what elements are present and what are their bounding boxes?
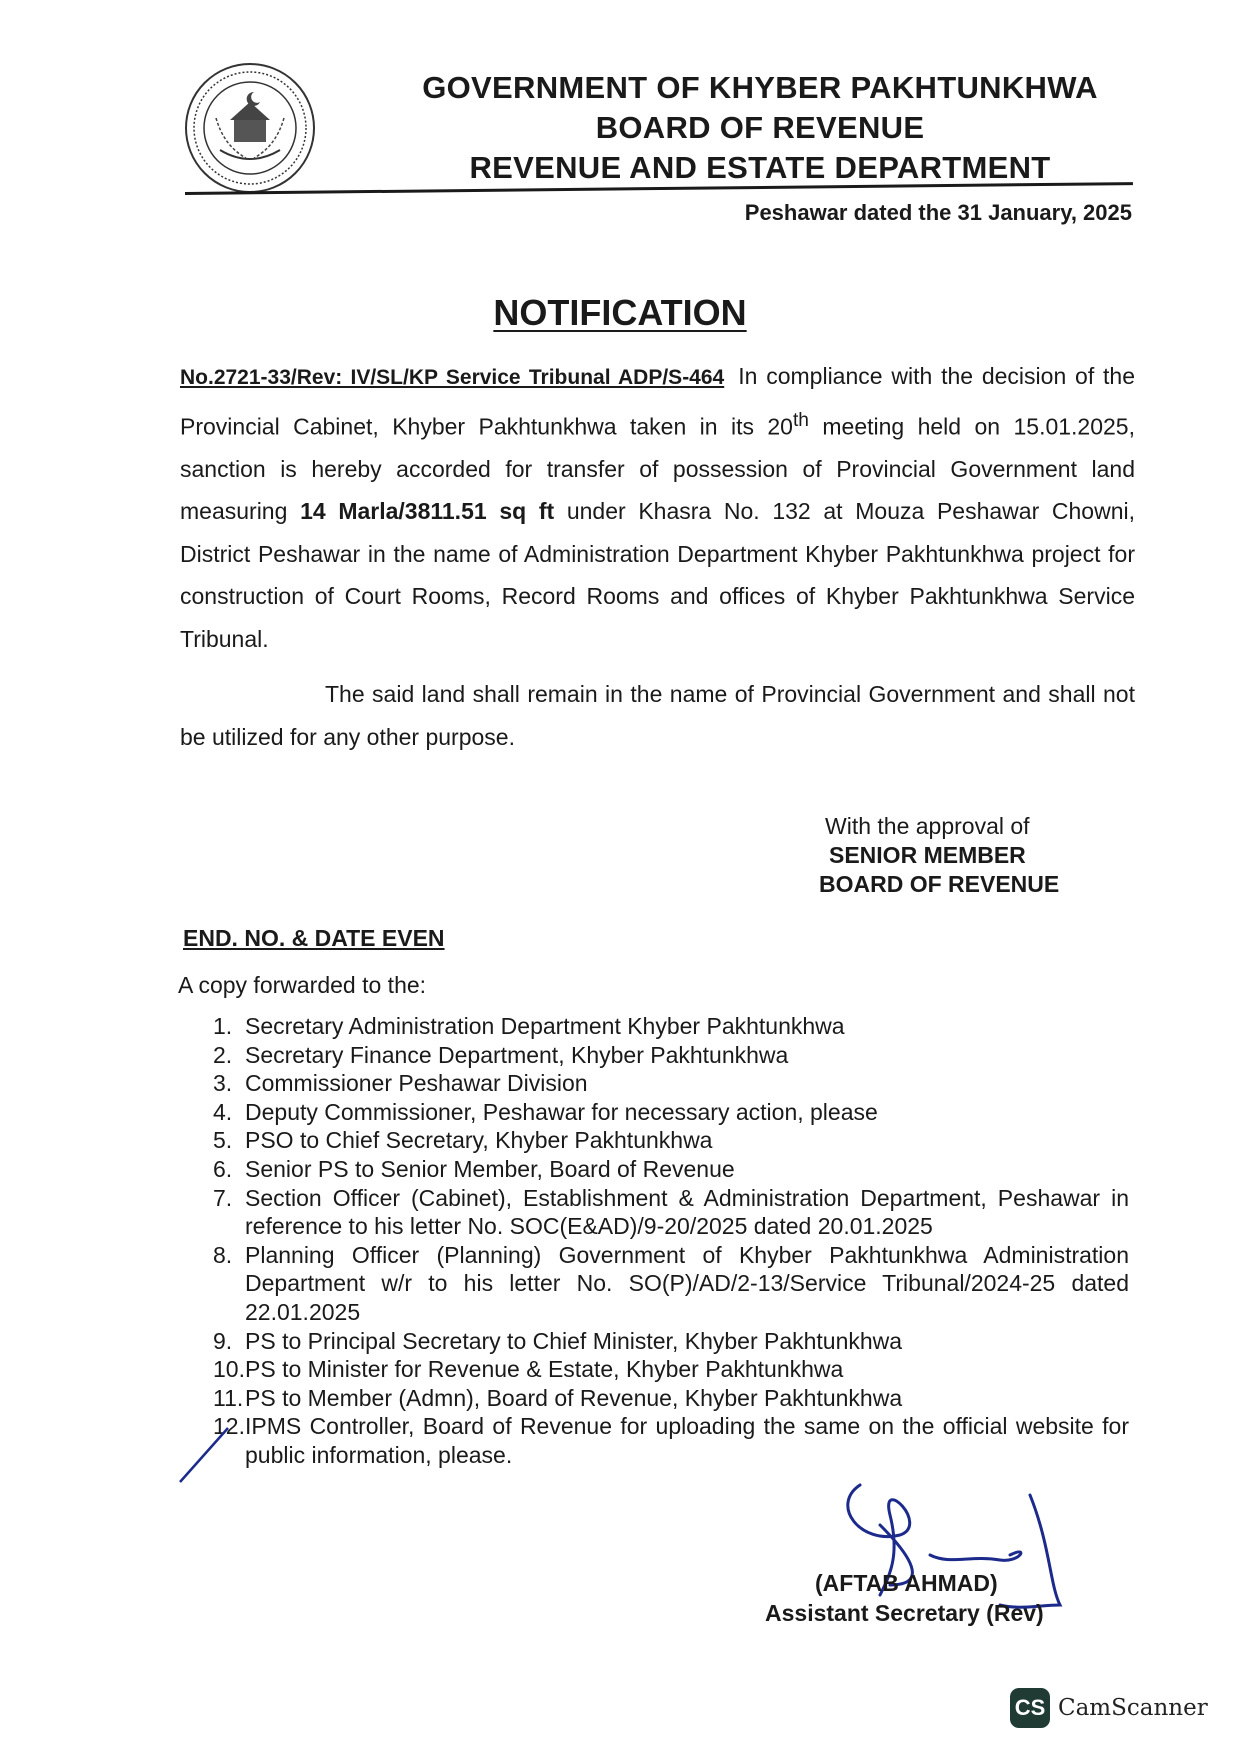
distribution-item-number: 1. [213, 1013, 233, 1039]
notification-paragraph-2: The said land shall remain in the name of Provincial Government and shall not be utilized for any other purpose. [180, 681, 1135, 750]
header-board: BOARD OF REVENUE [595, 110, 925, 145]
distribution-item-number: 3. [213, 1070, 233, 1097]
signatory-name: (AFTAB AHMAD) [815, 1570, 998, 1596]
paragraph-1-text-c: under Khasra No. 132 at Mouza Peshawar Chowni, District Peshawar in the name of Administration Department Khyber Pakhtunkhwa project for construction of Court Rooms, Record Rooms and offices of Khyber Pakhtunkhwa Service Tribunal. [180, 498, 1135, 652]
distribution-item [213, 1126, 1129, 1155]
distribution-item-text: PS to Principal Secretary to Chief Minister, Khyber Pakhtunkhwa [245, 1327, 903, 1354]
distribution-item-text: PS to Member (Admn), Board of Revenue, Khyber Pakhtunkhwa [245, 1384, 903, 1411]
distribution-item-number: 12. [213, 1413, 245, 1440]
distribution-item-text: Planning Officer (Planning) Government of Khyber Pakhtunkhwa Administration Department w/r to his letter No. SO(P)/AD/2-13/Service Tribunal/2024-25 dated 22.01.2025 [245, 1241, 1129, 1325]
government-seal-icon [180, 58, 320, 198]
header-department: REVENUE AND ESTATE DEPARTMENT [469, 150, 1051, 185]
approval-block [819, 812, 1060, 899]
distribution-item [213, 1241, 1129, 1327]
notification-paragraph-1 [180, 355, 1135, 660]
distribution-item-number: 5. [213, 1127, 233, 1154]
distribution-item-text: Deputy Commissioner, Peshawar for necessary action, please [245, 1098, 878, 1125]
distribution-item [213, 1069, 1129, 1098]
distribution-item-number: 4. [213, 1098, 233, 1125]
distribution-list [213, 1012, 1129, 1470]
distribution-item-text: PSO to Chief Secretary, Khyber Pakhtunkhwa [245, 1127, 713, 1154]
endorsement-heading: END. NO. & DATE EVEN [183, 925, 445, 951]
paragraph-1-text-a: In compliance with the decision of the Provincial Cabinet, Khyber Pakhtunkhwa taken in its 20 [180, 363, 1136, 440]
distribution-item-text: IPMS Controller, Board of Revenue for uploading the same on the official website for public information, please. [245, 1413, 1129, 1468]
distribution-item-number: 6. [213, 1155, 233, 1182]
distribution-item [213, 1412, 1129, 1469]
camscanner-text: CamScanner [1058, 1695, 1208, 1721]
distribution-item-text: PS to Minister for Revenue & Estate, Khyber Pakhtunkhwa [245, 1356, 844, 1383]
distribution-item-text: Commissioner Peshawar Division [245, 1070, 588, 1097]
distribution-item [213, 1355, 1129, 1384]
distribution-item-number: 9. [213, 1327, 233, 1354]
check-mark-icon [176, 1418, 236, 1488]
approval-authority: SENIOR MEMBER [829, 842, 1026, 868]
approval-board: BOARD OF REVENUE [819, 871, 1060, 897]
distribution-item-text: Secretary Administration Department Khyber Pakhtunkhwa [245, 1013, 845, 1039]
signatory-designation: Assistant Secretary (Rev) [765, 1600, 1044, 1626]
distribution-item-text: Section Officer (Cabinet), Establishment & Administration Department, Peshawar in reference to his letter No. SOC(E&AD)/9-20/2025 dated 20.01.2025 [245, 1184, 1129, 1240]
distribution-item-text: Secretary Finance Department, Khyber Pakhtunkhwa [245, 1041, 789, 1068]
distribution-item-number: 2. [213, 1041, 233, 1068]
distribution-item-text: Senior PS to Senior Member, Board of Revenue [245, 1155, 735, 1182]
distribution-item [213, 1012, 1129, 1041]
copy-forwarded-intro: A copy forwarded to the: [178, 972, 427, 998]
header-government: GOVERNMENT OF KHYBER PAKHTUNKHWA [422, 70, 1098, 105]
approval-line: With the approval of [825, 813, 1030, 839]
distribution-item-number: 10. [213, 1356, 245, 1383]
distribution-item [213, 1184, 1129, 1241]
distribution-item [213, 1098, 1129, 1127]
distribution-item [213, 1155, 1129, 1184]
land-measurement: 14 Marla/3811.51 sq ft [300, 498, 555, 525]
distribution-item-number: 7. [213, 1184, 233, 1211]
distribution-item [213, 1041, 1129, 1070]
distribution-item [213, 1327, 1129, 1356]
page-title-wrap [0, 292, 1240, 334]
distribution-item-number: 8. [213, 1241, 233, 1268]
paragraph-1-text-b: meeting held on 15.01.2025, sanction is hereby accorded for transfer of possession of Provincial Government land measuring [180, 413, 1135, 525]
issue-date: Peshawar dated the 31 January, 2025 [744, 200, 1132, 225]
distribution-item-number: 11. [213, 1384, 244, 1411]
distribution-item [213, 1384, 1129, 1413]
camscanner-watermark [1010, 1688, 1208, 1728]
page-title: NOTIFICATION [493, 292, 747, 333]
ordinal-suffix: th [792, 409, 809, 431]
reference-number: No.2721-33/Rev: IV/SL/KP Service Tribunal ADP/S-464 [180, 366, 725, 389]
camscanner-logo-icon: CS [1010, 1688, 1050, 1728]
